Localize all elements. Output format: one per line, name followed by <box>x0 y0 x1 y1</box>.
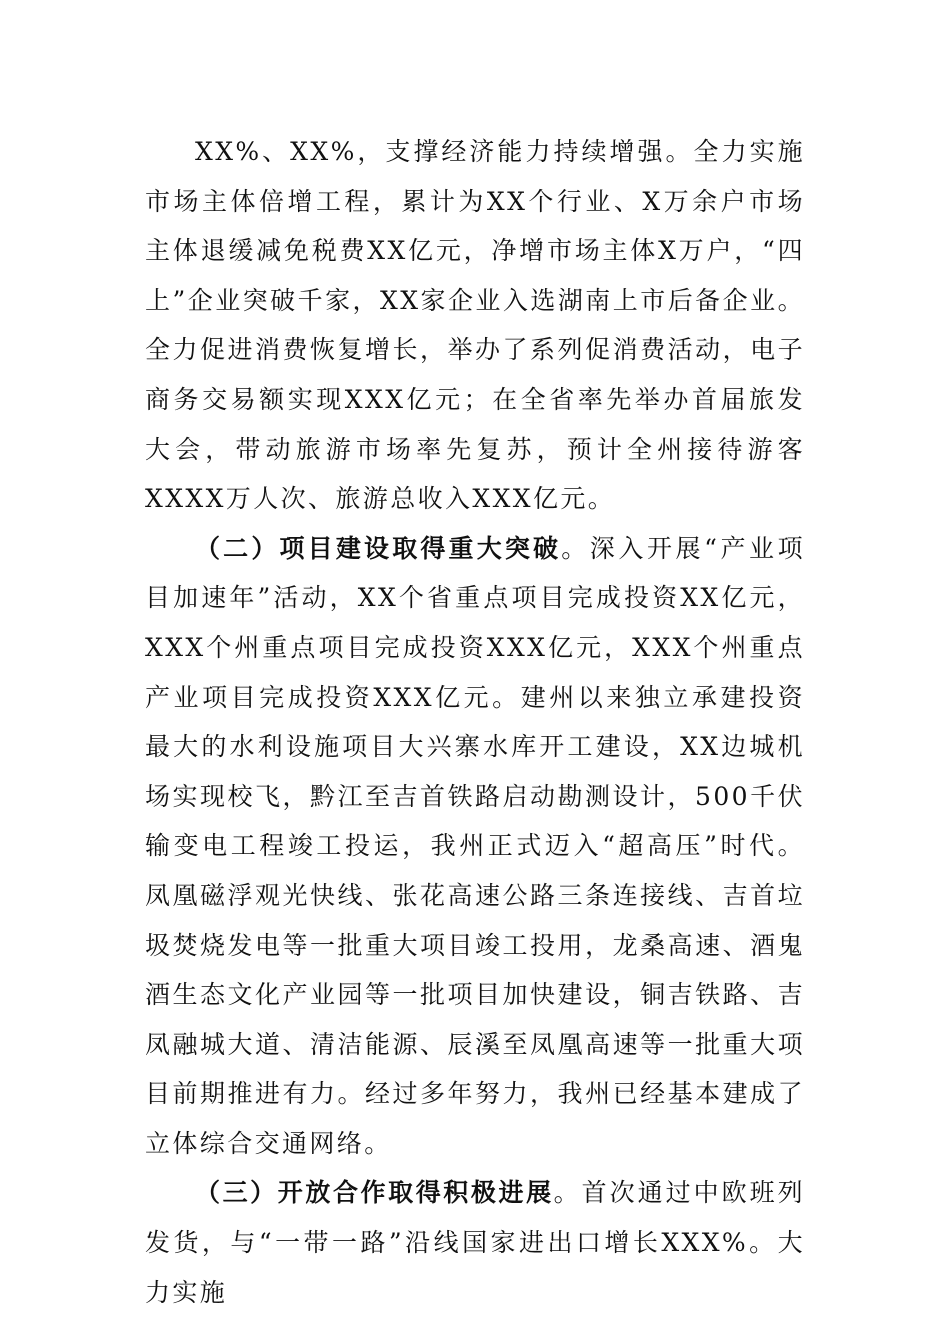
paragraph-economy <box>145 127 805 524</box>
section-heading-projects: （二）项目建设取得重大突破 <box>195 533 562 563</box>
paragraph-text: XX%、XX%，支撑经济能力持续增强。全力实施市场主体倍增工程，累计为XX个行业、X万余户市场主体退缓减免税费XX亿元，净增市场主体X万户，“四上”企业突破千家，XX家企业入选湖南上市后备企业。全力促进消费恢复增长，举办了系列促消费活动，电子商务交易额实现XXX亿元；在全省率先举办首届旅发大会，带动旅游市场率先复苏，预计全州接待游客XXXX万人次、旅游总收入XXX亿元。 <box>145 137 805 514</box>
section-heading-opening: （三）开放合作取得积极进展 <box>195 1178 554 1208</box>
document-page <box>145 127 805 1317</box>
paragraph-projects <box>145 524 805 1169</box>
paragraph-opening <box>145 1168 805 1317</box>
paragraph-text: 。首次通过中欧班列发货，与“一带一路”沿线国家进出口增长XXX%。大力实施 <box>145 1178 805 1307</box>
paragraph-text: 。深入开展“产业项目加速年”活动，XX个省重点项目完成投资XX亿元，XXX个州重点项目完成投资XXX亿元，XXX个州重点产业项目完成投资XXX亿元。建州以来独立承建投资最大的水利设施项目大兴寨水库开工建设，XX边城机场实现校飞，黔江至吉首铁路启动勘测设计，500千伏输变电工程竣工投运，我州正式迈入“超高压”时代。凤凰磁浮观光快线、张花高速公路三条连接线、吉首垃圾焚烧发电等一批重大项目竣工投用，龙桑高速、酒鬼酒生态文化产业园等一批项目加快建设，铜吉铁路、吉凤融城大道、清洁能源、辰溪至凤凰高速等一批重大项目前期推进有力。经过多年努力，我州已经基本建成了立体综合交通网络。 <box>145 533 805 1158</box>
